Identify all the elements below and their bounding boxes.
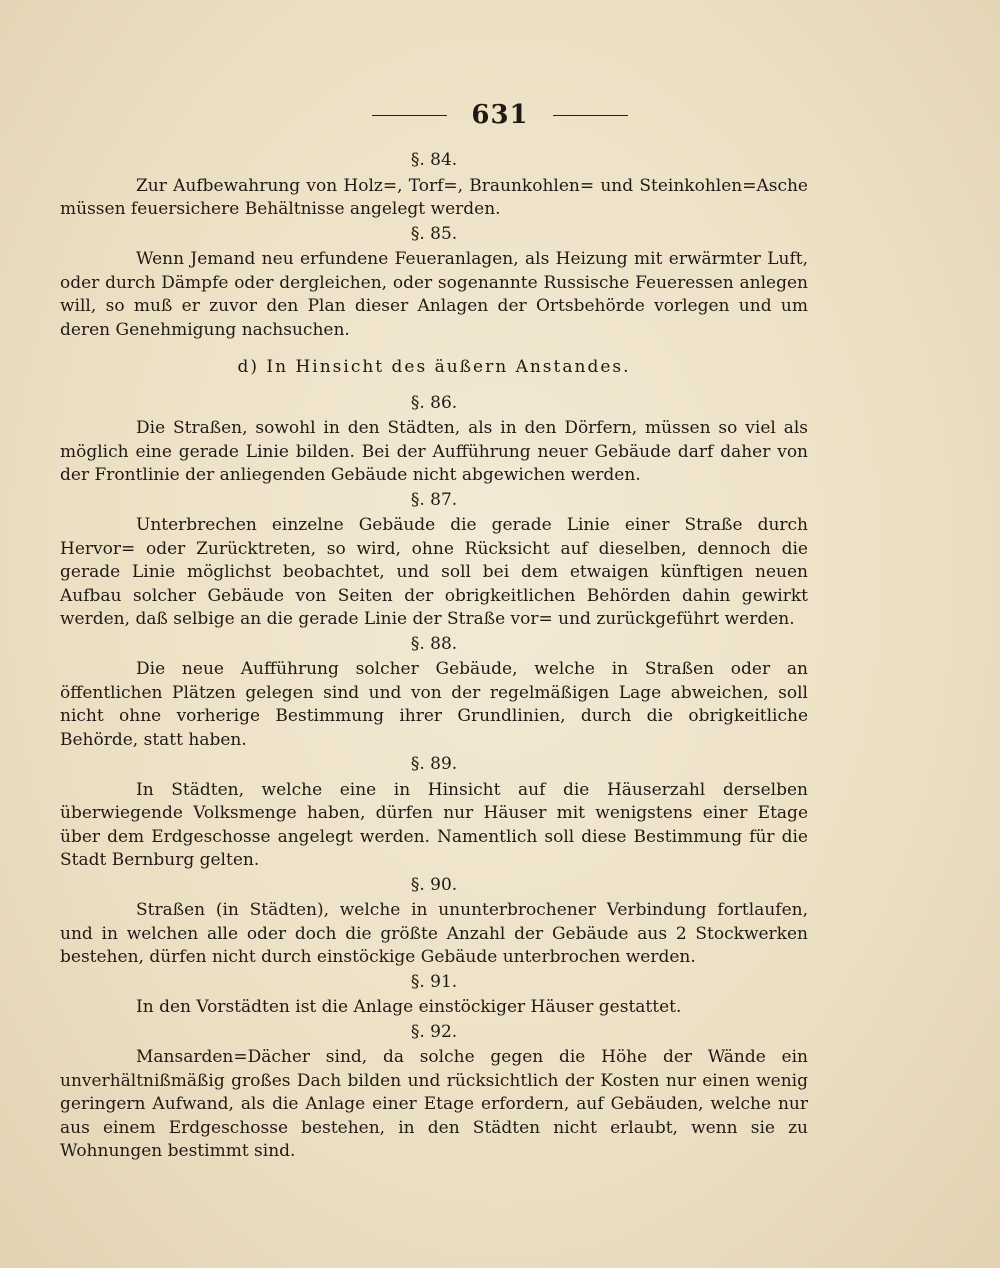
section-heading-88: §. 88. (410, 633, 458, 654)
section-heading-89: §. 89. (410, 754, 458, 774)
section-heading-91: §. 91. (410, 971, 458, 992)
section-heading-86: §. 86. (410, 392, 458, 413)
section-text-86: Die Straßen, sowohl in den Städten, als in den Dörfern, müssen so viel als möglich eine gerade Linie bilden. Bei der Aufführung neuer Gebäude darf daher von der Frontlinie der anliegenden Gebäude nicht abgewichen werden. (60, 418, 808, 485)
page-header (0, 100, 1000, 130)
section-text-90: Straßen (in Städten), welche in ununterbrochener Verbindung fortlaufen, und in welchen alle oder doch die größte Anzahl der Gebäude aus 2 Stockwerken bestehen, dürfen nicht durch einstöckige Gebäude unterbrochen werden. (60, 900, 808, 967)
section-text-87: Unterbrechen einzelne Gebäude die gerade Linie einer Straße durch Hervor= oder Zurücktreten, so wird, ohne Rücksicht auf dieselben, dennoch die gerade Linie möglichst beobachtet, und soll bei dem etwaigen künftigen neuen Aufbau solcher Gebäude von Seiten der obrigkeitlichen Behörden dahin gewirkt werden, daß selbige an die gerade Linie der Straße vor= und zurückgeführt werden. (60, 515, 808, 629)
section-text-92: Mansarden=Dächer sind, da solche gegen die Höhe der Wände ein unverhältnißmäßig großes Dach bilden und rücksichtlich der Kosten nur einen wenig geringern Aufwand, als die Anlage einer Etage erfordern, auf Gebäuden, welche nur aus einem Erdgeschosse bestehen, in den Städten nicht erlaubt, wenn sie zu Wohnungen bestimmt sind. (60, 1047, 808, 1161)
section-text-89: In Städten, welche eine in Hinsicht auf die Häuserzahl derselben überwiegende Volksmenge haben, dürfen nur Häuser mit wenigstens einer Etage über dem Erdgeschosse angelegt werden. Namentlich soll diese Bestimmung für die Stadt Bernburg gelten. (60, 779, 808, 870)
section-heading-85: §. 85. (410, 223, 458, 244)
section-text-91: In den Vorstädten ist die Anlage einstöckiger Häuser gestattet. (136, 997, 682, 1017)
section-heading-87: §. 87. (410, 489, 458, 510)
header-rule-right (553, 115, 628, 116)
section-heading-84: §. 84. (410, 150, 458, 170)
page-number: 631 (471, 100, 529, 130)
section-heading-92: §. 92. (410, 1021, 458, 1042)
header-rule-left (372, 115, 447, 116)
subheading: d) In Hinsicht des äußern Anstandes. (237, 357, 631, 377)
section-heading-90: §. 90. (410, 874, 458, 895)
section-text-84: Zur Aufbewahrung von Holz=, Torf=, Braunkohlen= und Steinkohlen=Asche müssen feuersichere Behältnisse angelegt werden. (60, 175, 808, 219)
section-text-85: Wenn Jemand neu erfundene Feueranlagen, als Heizung mit erwärmter Luft, oder durch Dämpfe oder dergleichen, oder sogenannte Russische Feueressen anlegen will, so muß er zuvor den Plan dieser Anlagen der Ortsbehörde vorlegen und um deren Genehmigung nachsuchen. (60, 249, 808, 340)
page-body (60, 148, 808, 1164)
section-text-88: Die neue Aufführung solcher Gebäude, welche in Straßen oder an öffentlichen Plätzen gelegen sind und von der regelmäßigen Lage abweichen, soll nicht ohne vorherige Bestimmung ihrer Grundlinien, durch die obrigkeitliche Behörde, statt haben. (60, 659, 808, 750)
